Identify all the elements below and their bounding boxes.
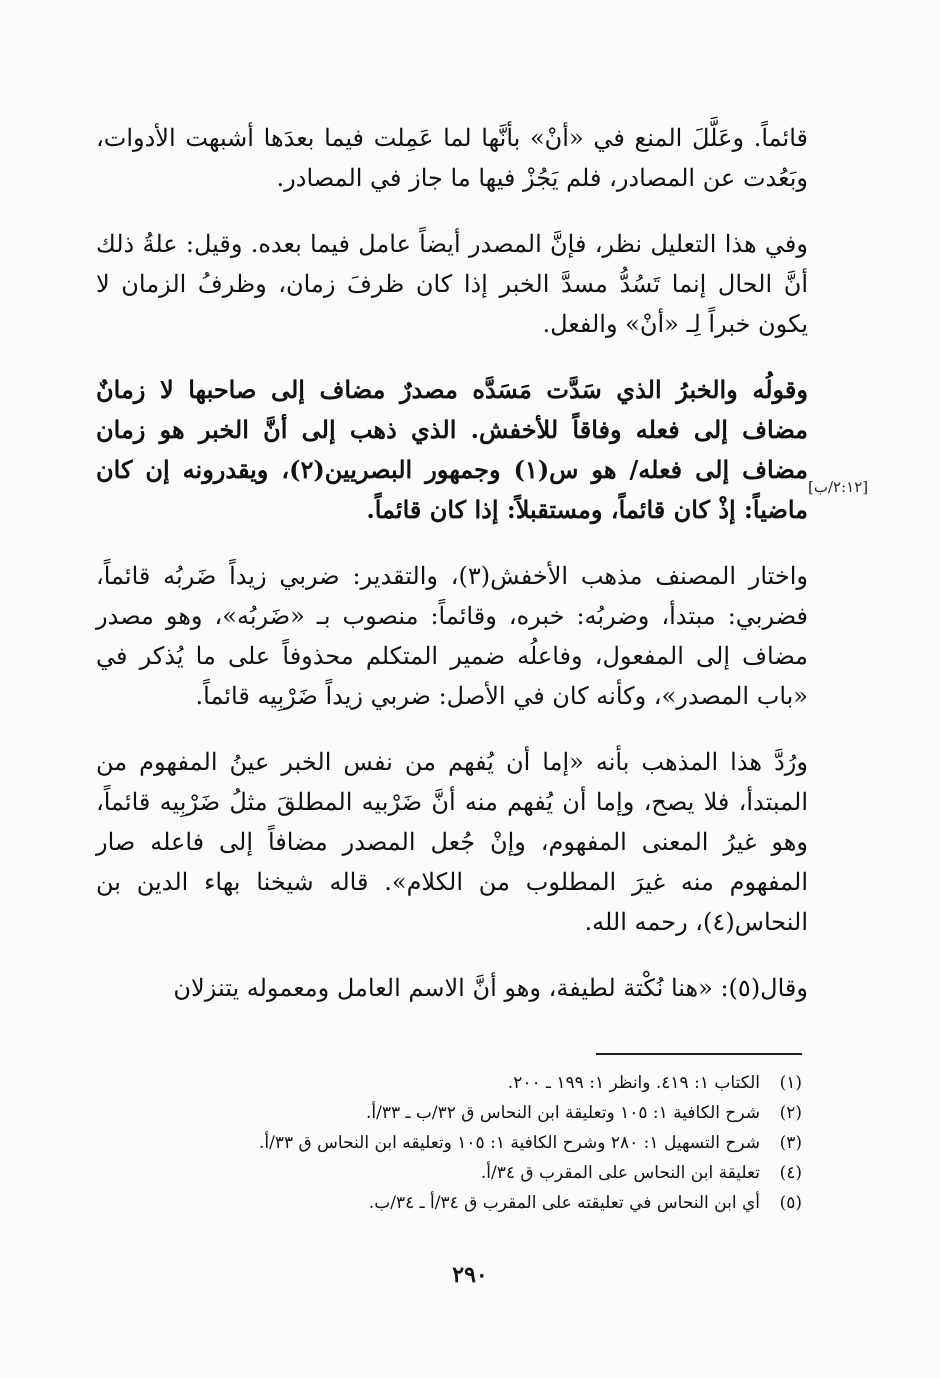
footnote	[200, 1098, 802, 1128]
footnote-text: شرح الكافية ١: ١٠٥ وتعليقة ابن النحاس ق ٣٢/ب ـ ٣٣/أ.	[365, 1103, 760, 1123]
paragraph-6: وقال(٥): «هنا نُكْتة لطيفة، وهو أنَّ الاسم العامل ومعموله يتنزلان	[173, 974, 808, 1002]
paragraph-2: وفي هذا التعليل نظر، فإنَّ المصدر أيضاً عامل فيما بعده. وقيل: علةُ ذلك أنَّ الحال إنما تَسُدُّ مسدَّ الخبر إذا كان ظرفَ زمان، وظرفُ الزمان لا يكون خبراً لِـ «أنْ» والفعل.	[96, 230, 808, 338]
manuscript-folio-note: [٢:١٢/ب]	[808, 478, 869, 496]
page-number: ٢٩٠	[452, 1262, 488, 1288]
main-text	[96, 118, 808, 1034]
paragraph-3: وقولُه والخبرُ الذي سَدَّت مَسَدَّه مصدرٌ مضاف إلى صاحبها لا زمانٌ مضاف إلى فعله وفاقاً للأخفش. الذي ذهب إلى أنَّ الخبر هو زمان مضاف إلى فعله/ هو س(١) وجمهور البصريين(٢)، ويقدرونه إن كان ماضياً: إذْ كان قائماً، ومستقبلاً: إذا كان قائماً.	[96, 375, 808, 524]
footnote	[200, 1188, 802, 1218]
footnote-number: (٤)	[779, 1163, 802, 1183]
footnote-divider	[596, 1053, 802, 1055]
footnote-text: أي ابن النحاس في تعليقته على المقرب ق ٣٤/أ ـ ٣٤/ب.	[368, 1193, 760, 1213]
paragraph-4: واختار المصنف مذهب الأخفش(٣)، والتقدير: ضربي زيداً ضَربُه قائماً، فضربي: مبتدأ، وضربُه: خبره، وقائماً: منصوب بـ «ضَربُه»، وهو مصدر مضاف إلى المفعول، وفاعلُه ضمير المتكلم محذوفاً على ما يُذكر في «باب المصدر»، وكأنه كان في الأصل: ضربي زيداً ضَرْبِيه قائماً.	[96, 562, 808, 710]
footnote-number: (٢)	[779, 1103, 802, 1123]
footnote	[200, 1128, 802, 1158]
footnote-text: الكتاب ١: ٤١٩. وانظر ١: ١٩٩ ـ ٢٠٠.	[507, 1073, 760, 1093]
footnote-number: (١)	[779, 1073, 802, 1093]
footnote	[200, 1158, 802, 1188]
footnote-text: تعليقة ابن النحاس على المقرب ق ٣٤/أ.	[480, 1163, 760, 1183]
paragraph-1: قائماً. وعَلَّلَ المنع في «أنْ» بأنَّها لما عَمِلت فيما بعدَها أشبهت الأدوات، وبَعُدت عن المصادر، فلم يَجُزْ فيها ما جاز في المصادر.	[96, 124, 808, 192]
footnote	[200, 1068, 802, 1098]
footnote-number: (٣)	[779, 1133, 802, 1153]
paragraph-5: ورُدَّ هذا المذهب بأنه «إما أن يُفهم من نفس الخبر عينُ المفهوم من المبتدأ، فلا يصح، وإما أن يُفهم منه أنَّ ضَرْبيه المطلقَ مثلُ ضَرْبِيه قائماً، وهو غيرُ المعنى المفهوم، وإنْ جُعل المصدر مضافاً إلى فاعله صار المفهوم منه غيرَ المطلوب من الكلام». قاله شيخنا بهاء الدين بن النحاس(٤)، رحمه الله.	[96, 748, 808, 936]
footnotes	[200, 1068, 802, 1218]
footnote-number: (٥)	[779, 1193, 802, 1213]
footnote-text: شرح التسهيل ١: ٢٨٠ وشرح الكافية ١: ١٠٥ وتعليقه ابن النحاس ق ٣٣/أ.	[259, 1133, 760, 1153]
